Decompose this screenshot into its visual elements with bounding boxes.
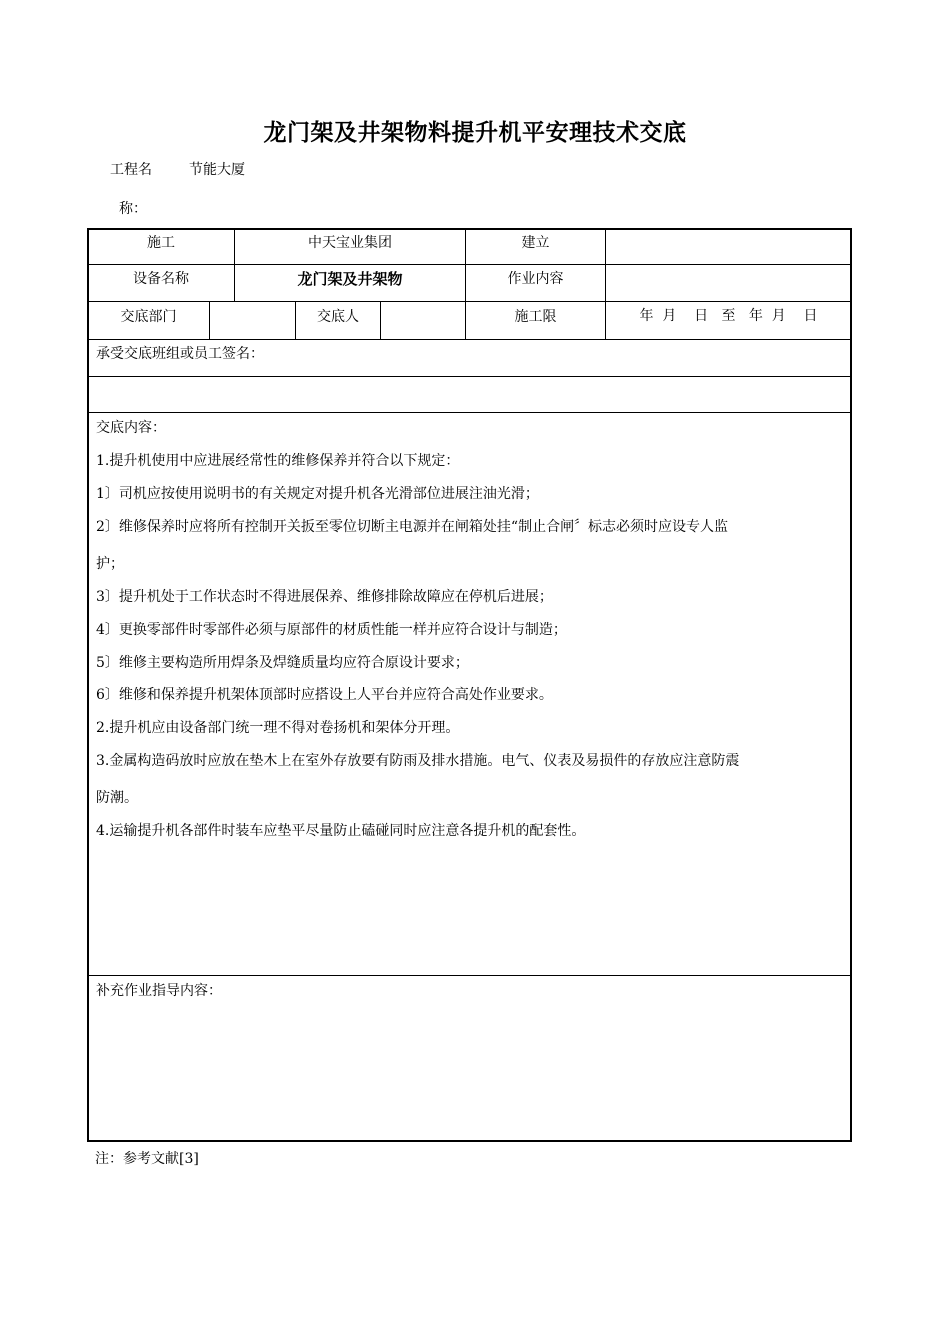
row-divider: [88, 975, 851, 976]
content-item: 4.运输提升机各部件时装车应垫平尽量防止磕碰同时应注意各提升机的配套性。: [96, 823, 586, 839]
equipment-name-label: 设备名称: [133, 271, 189, 287]
content-item: 护；: [96, 556, 124, 572]
content-item: 1〕司机应按使用说明书的有关规定对提升机各光滑部位进展注油光滑；: [96, 486, 539, 502]
construction-unit-label: 施工: [147, 235, 175, 251]
content-item: 5〕维修主要构造所用焊条及焊缝质量均应符合原设计要求；: [96, 655, 469, 671]
row-divider: [88, 264, 851, 265]
content-item: 防潮。: [96, 790, 138, 806]
row-divider: [88, 301, 851, 302]
construction-unit-value: 中天宝业集团: [308, 235, 392, 251]
construction-period-dates: 年 月 日 至 年 月 日: [639, 308, 818, 324]
supplement-label: 补充作业指导内容：: [96, 983, 222, 999]
row-divider: [88, 376, 851, 377]
project-name-value: 节能大厦: [189, 162, 245, 178]
content-item: 2〕维修保养时应将所有控制开关扳至零位切断主电源并在闸箱处挂“制止合闸〞标志必须时应设专人监: [96, 519, 729, 535]
disclosing-dept-label: 交底部门: [120, 309, 177, 325]
col-divider: [380, 301, 381, 339]
content-item: 4〕更换零部件时零部件必须与原部件的材质性能一样并应符合设计与制造；: [96, 622, 567, 638]
content-item: 3.金属构造码放时应放在垫木上在室外存放要有防雨及排水措施。电气、仪表及易损件的存放应注意防震: [96, 753, 740, 769]
content-label: 交底内容：: [96, 420, 166, 436]
construction-period-label: 施工限: [514, 309, 557, 325]
equipment-name-value: 龙门架及井架物: [297, 270, 403, 288]
content-item: 2.提升机应由设备部门统一理不得对卷扬机和架体分开理。: [96, 720, 460, 736]
work-content-label: 作业内容: [507, 271, 564, 287]
row-divider: [88, 412, 851, 413]
content-item: 6〕维修和保养提升机架体顶部时应搭设上人平台并应符合高处作业要求。: [96, 687, 553, 703]
content-item: 1.提升机使用中应进展经常性的维修保养并符合以下规定：: [96, 453, 460, 469]
signature-label: 承受交底班组或员工签名：: [96, 346, 264, 362]
project-name-label-cont: 称：: [119, 201, 147, 217]
project-name-label: 工程名: [110, 162, 152, 178]
row-divider: [88, 339, 851, 340]
reference-note: 注：参考文献[3]: [95, 1151, 199, 1167]
discloser-label: 交底人: [317, 309, 359, 325]
supervisor-label: 建立: [521, 235, 550, 251]
document-title: 龙门架及井架物料提升机平安理技术交底: [263, 120, 687, 146]
content-item: 3〕提升机处于工作状态时不得进展保养、维修排除故障应在停机后进展；: [96, 589, 553, 605]
col-divider: [209, 301, 210, 339]
